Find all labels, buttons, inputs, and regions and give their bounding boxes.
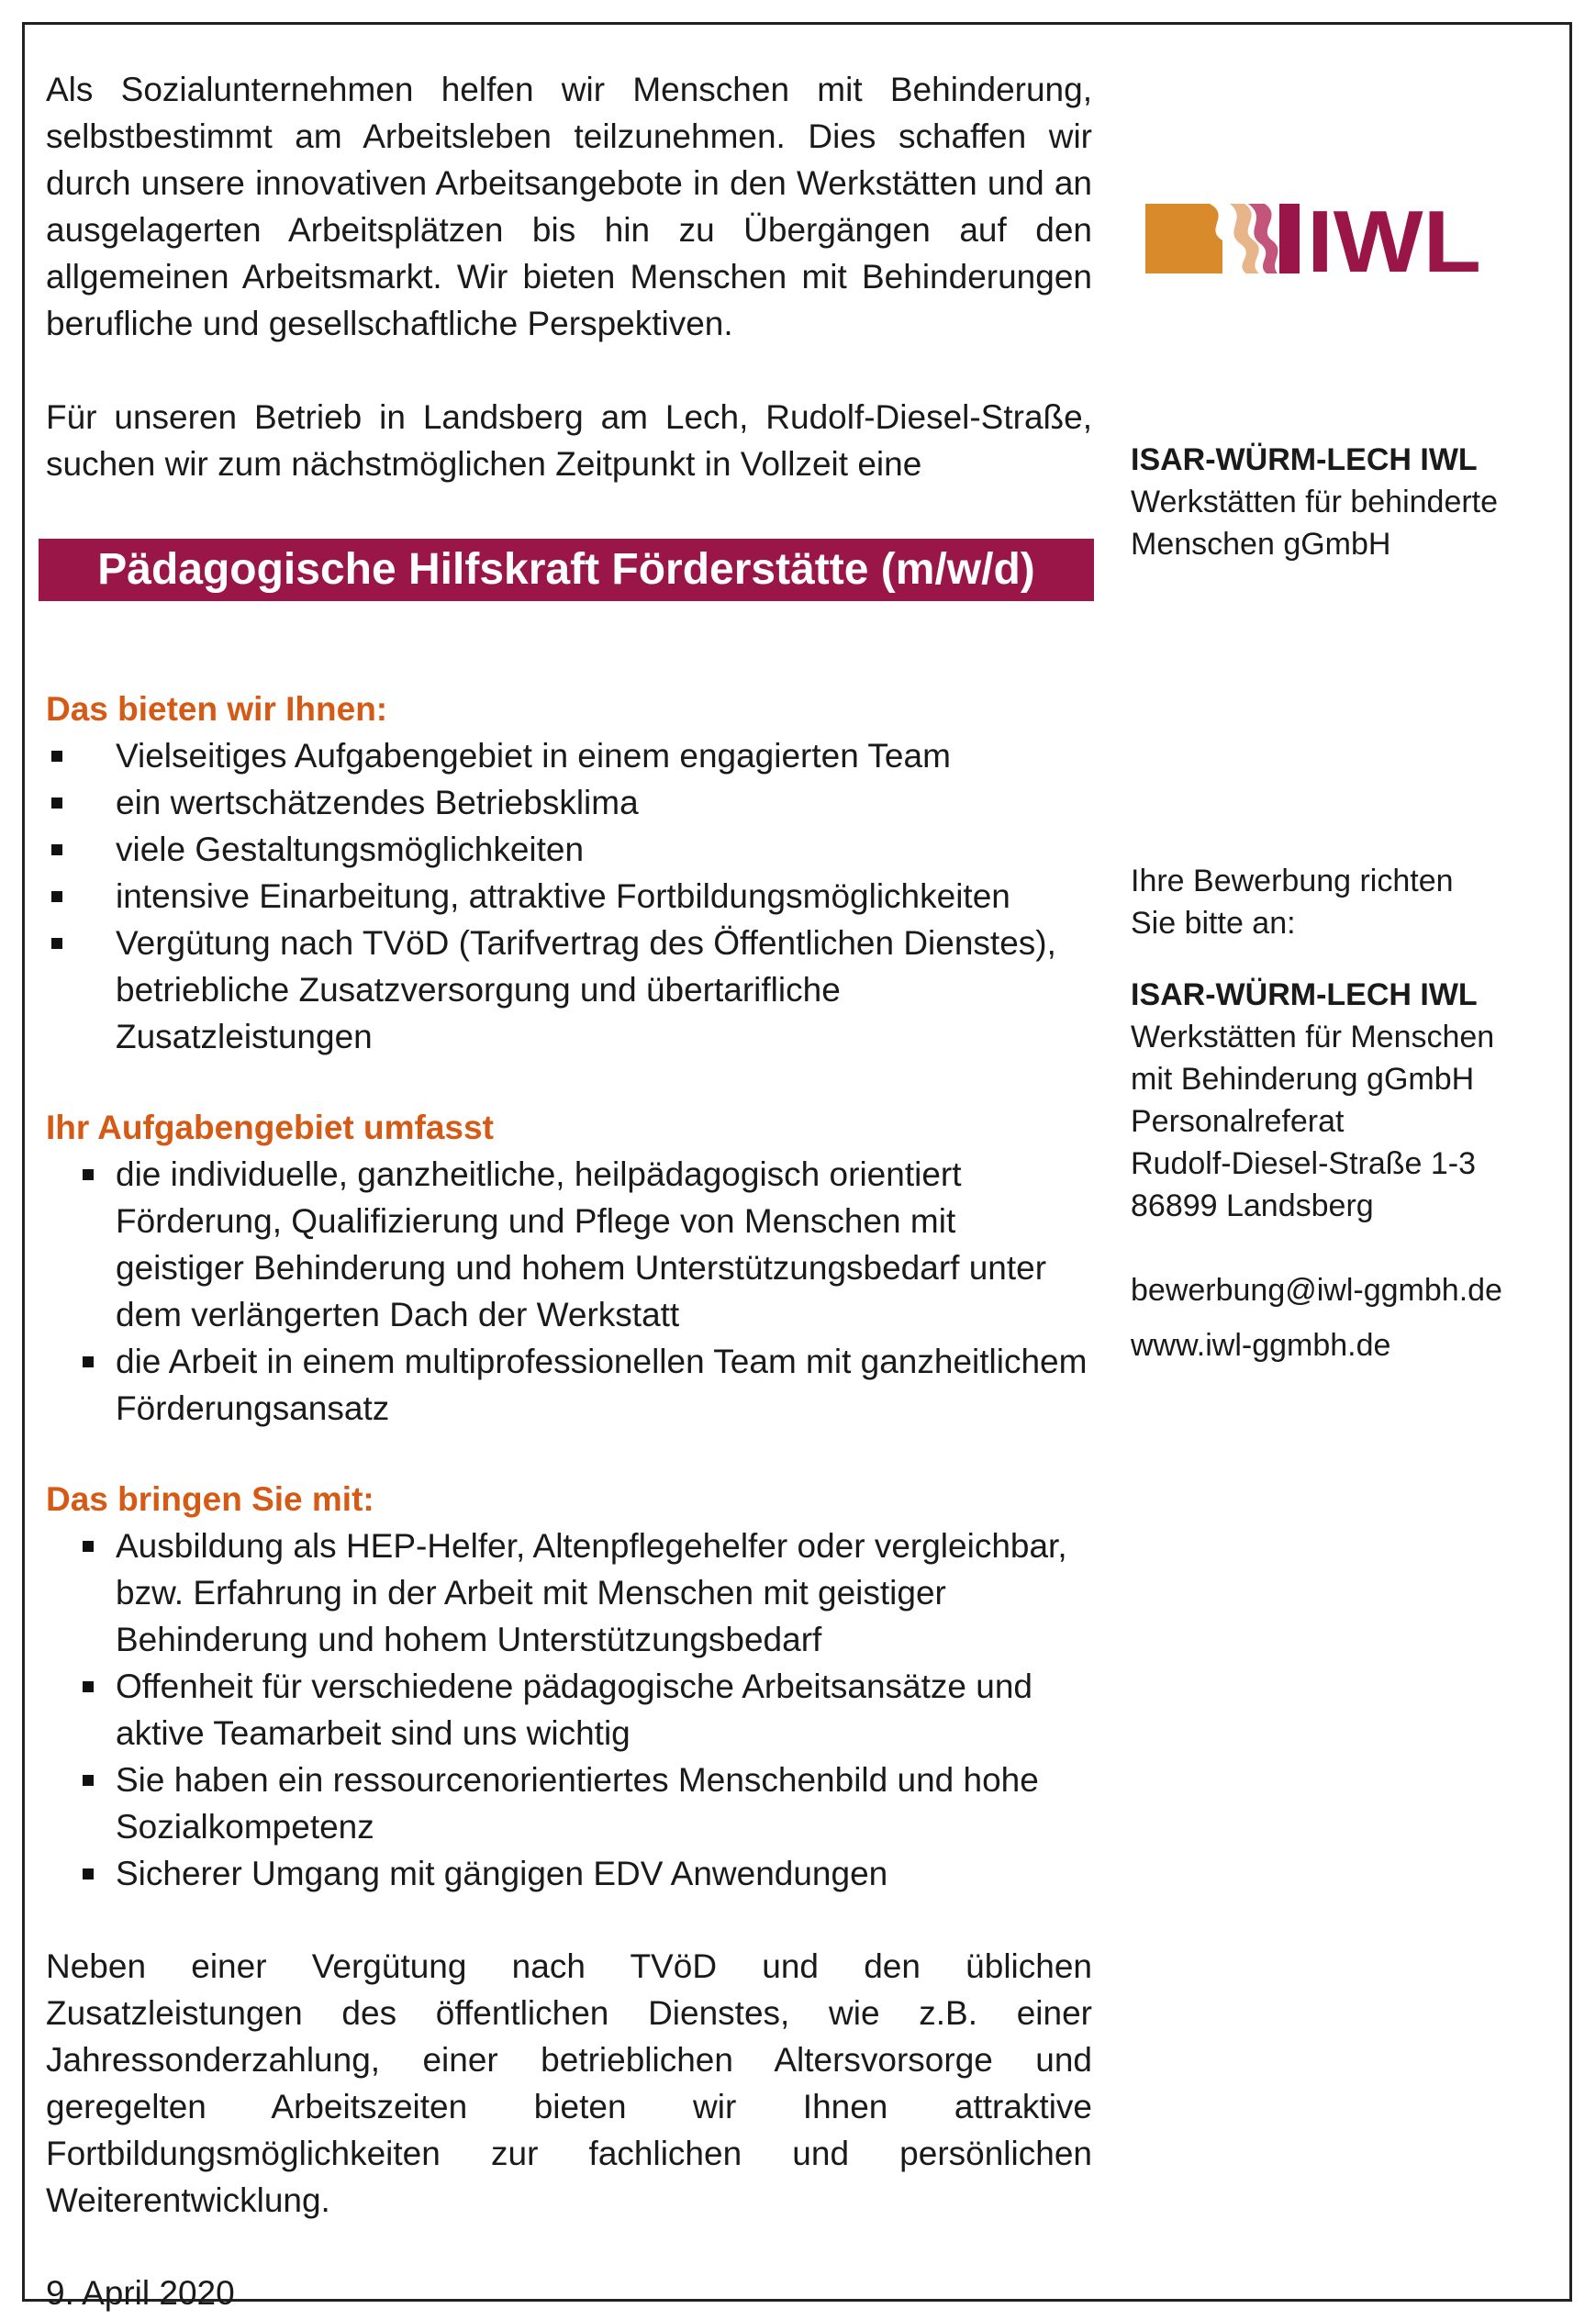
address-line: Rudolf-Diesel-Straße 1-3 — [1131, 1146, 1477, 1181]
bullet-icon — [83, 1775, 94, 1786]
bullet-icon — [83, 1868, 94, 1879]
address-line: Personalreferat — [1131, 1104, 1345, 1139]
bullet-icon — [51, 844, 62, 855]
org-line: Menschen gGmbH — [1131, 527, 1391, 562]
bullet-icon — [51, 891, 62, 902]
job-ad-main-column — [46, 66, 1092, 2316]
address-line: 86899 Landsberg — [1131, 1188, 1374, 1223]
apply-line: Sie bitte an: — [1131, 906, 1296, 941]
list-item: Ausbildung als HEP-Helfer, Altenpflegehelfer oder vergleichbar, bzw. Erfahrung in der Arbeit mit Menschen mit geistiger Behinderung und hohem Unterstützungsbedarf — [46, 1522, 1092, 1663]
list-item: ein wertschätzendes Betriebsklima — [46, 779, 1092, 826]
logo-text: IWL — [1307, 198, 1481, 279]
offer-section — [46, 686, 1092, 1060]
iwl-logo-icon — [1145, 198, 1485, 279]
website-link[interactable]: www.iwl-ggmbh.de — [1131, 1328, 1391, 1363]
bullet-icon — [83, 1541, 94, 1552]
bullet-icon — [51, 751, 62, 762]
apply-line: Ihre Bewerbung richten — [1131, 864, 1454, 898]
bullet-icon — [83, 1681, 94, 1692]
offer-heading: Das bieten wir Ihnen: — [46, 690, 388, 728]
org-name: ISAR-WÜRM-LECH IWL — [1131, 442, 1478, 477]
intro-paragraph: Als Sozialunternehmen helfen wir Menschen mit Behinderung, selbstbestimmt am Arbeitsleben teilzunehmen. Dies schaffen wir durch unsere innovativen Arbeitsangebote in den Werkstätten und an ausgelagerten Arbeitsplätzen bis hin zu Übergängen auf den allgemeinen Arbeitsmarkt. Wir bieten Menschen mit Behinderungen berufliche und gesellschaftliche Perspektiven. — [46, 71, 1092, 342]
list-item: Offenheit für verschiedene pädagogische Arbeitsansätze und aktive Teamarbeit sind uns wichtig — [46, 1663, 1092, 1757]
requirements-heading: Das bringen Sie mit: — [46, 1480, 374, 1518]
location-paragraph: Für unseren Betrieb in Landsberg am Lech, Rudolf-Diesel-Straße, suchen wir zum nächstmöglichen Zeitpunkt in Vollzeit eine — [46, 398, 1092, 483]
requirements-section — [46, 1476, 1092, 1897]
bullet-icon — [51, 938, 62, 949]
bullet-icon — [51, 798, 62, 809]
list-item: die Arbeit in einem multiprofessionellen Team mit ganzheitlichem Förderungsansatz — [46, 1338, 1092, 1432]
org-line: Werkstätten für behinderte — [1131, 485, 1499, 519]
address-line: Werkstätten für Menschen — [1131, 1020, 1495, 1054]
list-item: die individuelle, ganzheitliche, heilpädagogisch orientiert Förderung, Qualifizierung und Pflege von Menschen mit geistiger Behinderung und hohem Unterstützungsbedarf unter dem verlängerten Dach der Werkstatt — [46, 1151, 1092, 1338]
job-title-banner: Pädagogische Hilfskraft Förderstätte (m/w/d) — [39, 539, 1094, 601]
publication-date: 9. April 2020 — [46, 2274, 235, 2312]
list-item: intensive Einarbeitung, attraktive Fortbildungsmöglichkeiten — [46, 873, 1092, 920]
bullet-icon — [83, 1169, 94, 1180]
address-line: mit Behinderung gGmbH — [1131, 1062, 1475, 1097]
list-item: Sie haben ein ressourcenorientiertes Menschenbild und hohe Sozialkompetenz — [46, 1757, 1092, 1850]
tasks-heading: Ihr Aufgabengebiet umfasst — [46, 1109, 494, 1146]
org-info — [1131, 439, 1553, 565]
list-item: Vergütung nach TVöD (Tarifvertrag des Öffentlichen Dienstes), betriebliche Zusatzversorgung und übertarifliche Zusatzleistungen — [46, 920, 1092, 1060]
closing-paragraph: Neben einer Vergütung nach TVöD und den üblichen Zusatzleistungen des öffentlichen Dienstes, wie z.B. einer Jahressonderzahlung, einer betrieblichen Altersvorsorge und geregelten Arbeitszeiten bieten wir Ihnen attraktive Fortbildungsmöglichkeiten zur fachlichen und persönlichen Weiterentwicklung. — [46, 1947, 1092, 2219]
list-item: Sicherer Umgang mit gängigen EDV Anwendungen — [46, 1850, 1092, 1897]
application-address — [1131, 860, 1553, 1366]
email-link[interactable]: bewerbung@iwl-ggmbh.de — [1131, 1273, 1502, 1308]
list-item: viele Gestaltungsmöglichkeiten — [46, 826, 1092, 873]
address-org-name: ISAR-WÜRM-LECH IWL — [1131, 977, 1478, 1012]
list-item: Vielseitiges Aufgabengebiet in einem engagierten Team — [46, 732, 1092, 779]
bullet-icon — [83, 1356, 94, 1367]
tasks-section — [46, 1104, 1092, 1432]
